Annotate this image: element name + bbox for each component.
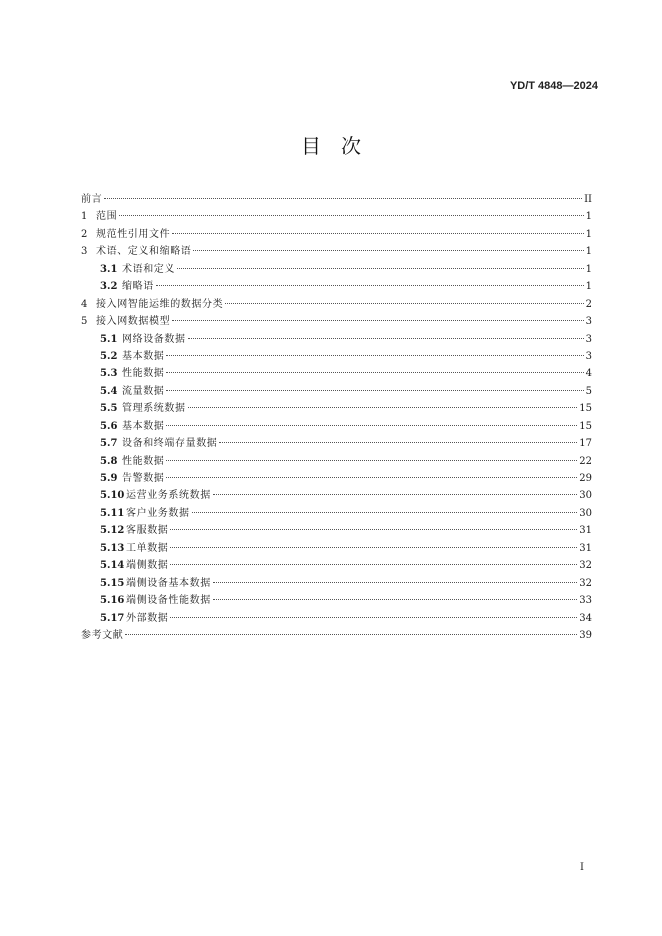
toc-leader (166, 460, 577, 461)
toc-page-number: 3 (585, 333, 592, 345)
toc-leader (219, 442, 577, 443)
toc-page-number: 39 (579, 629, 592, 641)
toc-number: 5 (81, 316, 88, 328)
toc-label: 运营业务系统数据 (126, 490, 211, 502)
toc-number: 5.11 (100, 507, 125, 519)
toc-leader (166, 390, 583, 391)
toc-label: 网络设备数据 (122, 333, 186, 345)
toc-number: 5.12 (100, 525, 125, 537)
toc-entry-3-2[interactable] (81, 278, 592, 295)
toc-number: 3.1 (100, 263, 118, 275)
table-of-contents (81, 191, 592, 644)
toc-label: 工单数据 (126, 542, 169, 554)
toc-entry-5-9[interactable] (81, 470, 592, 487)
toc-leader (188, 338, 584, 339)
toc-number: 5.7 (100, 438, 118, 450)
toc-leader (213, 599, 577, 600)
toc-entry-5-1[interactable] (81, 331, 592, 348)
toc-label: 规范性引用文件 (96, 228, 171, 240)
toc-leader (193, 250, 583, 251)
toc-label: 参考文献 (81, 629, 124, 641)
toc-entry-3[interactable] (81, 243, 592, 260)
toc-entry-1[interactable] (81, 208, 592, 225)
toc-leader (170, 529, 577, 530)
toc-entry-foreword[interactable] (81, 191, 592, 208)
toc-number: 5.1 (100, 333, 118, 345)
toc-page-number: 22 (579, 455, 592, 467)
toc-label: 前言 (81, 194, 103, 205)
toc-label: 告警数据 (122, 473, 165, 484)
toc-entry-5-13[interactable] (81, 540, 592, 557)
toc-page-number: 17 (579, 438, 592, 450)
toc-page-number: 29 (579, 473, 592, 484)
toc-number: 5.16 (100, 595, 125, 607)
toc-page-number: 31 (579, 542, 592, 554)
toc-entry-5-4[interactable] (81, 383, 592, 400)
toc-number: 5.8 (100, 455, 118, 467)
toc-entry-5-10[interactable] (81, 487, 592, 504)
toc-number: 3 (81, 246, 88, 258)
toc-number: 5.5 (100, 403, 118, 415)
toc-label: 管理系统数据 (122, 403, 186, 415)
toc-entry-5-5[interactable] (81, 400, 592, 417)
toc-leader (177, 268, 584, 269)
toc-label: 接入网智能运维的数据分类 (96, 298, 224, 310)
toc-number: 4 (81, 298, 88, 310)
toc-page-number: 1 (585, 263, 592, 275)
toc-page-number: II (584, 194, 592, 205)
toc-number: 5.15 (100, 577, 125, 589)
toc-number: 5.17 (100, 612, 125, 624)
toc-label: 性能数据 (122, 455, 165, 467)
toc-entry-5-17[interactable] (81, 610, 592, 627)
toc-leader (170, 564, 577, 565)
toc-entry-5-3[interactable] (81, 365, 592, 382)
toc-number: 5.10 (100, 490, 125, 502)
toc-number: 5.3 (100, 368, 118, 380)
toc-leader (156, 285, 584, 286)
toc-label: 基本数据 (122, 420, 165, 432)
toc-leader (172, 233, 583, 234)
toc-number: 2 (81, 228, 88, 240)
toc-leader (166, 425, 577, 426)
toc-entry-5-16[interactable] (81, 592, 592, 609)
toc-page-number: 31 (579, 525, 592, 537)
toc-number: 5.13 (100, 542, 125, 554)
toc-number: 5.9 (100, 473, 118, 484)
toc-entry-4[interactable] (81, 296, 592, 313)
toc-leader (213, 494, 577, 495)
toc-page-number: 15 (579, 420, 592, 432)
toc-label: 术语、定义和缩略语 (96, 246, 192, 258)
page-title: 目 次 (301, 134, 361, 158)
toc-page-number: 1 (585, 281, 592, 293)
toc-entry-3-1[interactable] (81, 261, 592, 278)
toc-page-number: 5 (585, 385, 592, 397)
toc-leader (166, 477, 577, 478)
toc-page-number: 1 (585, 228, 592, 240)
toc-label: 客服数据 (126, 525, 169, 537)
toc-page-number: 32 (579, 577, 592, 589)
toc-page-number: 33 (579, 595, 592, 607)
toc-leader (104, 198, 582, 199)
toc-leader (119, 215, 583, 216)
toc-page-number: 30 (579, 507, 592, 519)
toc-leader (225, 303, 583, 304)
toc-entry-2[interactable] (81, 226, 592, 243)
toc-label: 术语和定义 (122, 263, 175, 275)
toc-entry-5-12[interactable] (81, 522, 592, 539)
toc-entry-5-6[interactable] (81, 418, 592, 435)
toc-entry-5-2[interactable] (81, 348, 592, 365)
toc-number: 3.2 (100, 281, 118, 293)
toc-label: 外部数据 (126, 612, 169, 624)
toc-number: 5.6 (100, 420, 118, 432)
toc-label: 端侧设备基本数据 (126, 577, 211, 589)
toc-page-number: 15 (579, 403, 592, 415)
toc-leader (166, 355, 583, 356)
toc-label: 端侧数据 (126, 560, 169, 572)
toc-leader (166, 372, 583, 373)
toc-label: 端侧设备性能数据 (126, 595, 211, 607)
toc-page-number: 3 (585, 350, 592, 362)
toc-leader (172, 320, 583, 321)
toc-page-number: 30 (579, 490, 592, 502)
toc-label: 接入网数据模型 (96, 316, 171, 328)
toc-leader (213, 582, 577, 583)
toc-label: 客户业务数据 (126, 507, 190, 519)
toc-label: 范围 (96, 211, 118, 223)
toc-page-number: 4 (585, 368, 592, 380)
toc-entry-bibliography[interactable] (81, 627, 592, 644)
toc-page-number: 1 (585, 211, 592, 223)
toc-number: 5.2 (100, 350, 118, 362)
toc-page-number: 1 (585, 246, 592, 258)
toc-entry-5-7[interactable] (81, 435, 592, 452)
toc-label: 缩略语 (122, 281, 154, 293)
toc-label: 性能数据 (122, 368, 165, 380)
toc-entry-5-8[interactable] (81, 453, 592, 470)
toc-leader (125, 634, 577, 635)
toc-number: 5.14 (100, 560, 125, 572)
toc-entry-5-11[interactable] (81, 505, 592, 522)
toc-number: 1 (81, 211, 88, 223)
toc-leader (188, 407, 578, 408)
toc-number: 5.4 (100, 385, 118, 397)
page-number: I (580, 862, 584, 873)
toc-leader (170, 547, 577, 548)
toc-page-number: 3 (585, 316, 592, 328)
toc-leader (192, 512, 578, 513)
toc-entry-5[interactable] (81, 313, 592, 330)
toc-label: 设备和终端存量数据 (122, 438, 218, 450)
toc-page-number: 32 (579, 560, 592, 572)
toc-entry-5-15[interactable] (81, 575, 592, 592)
toc-page-number: 2 (585, 298, 592, 310)
toc-label: 基本数据 (122, 350, 165, 362)
toc-page-number: 34 (579, 612, 592, 624)
toc-label: 流量数据 (122, 385, 165, 397)
toc-leader (170, 617, 577, 618)
toc-entry-5-14[interactable] (81, 557, 592, 574)
standard-code: YD/T 4848—2024 (509, 80, 598, 92)
